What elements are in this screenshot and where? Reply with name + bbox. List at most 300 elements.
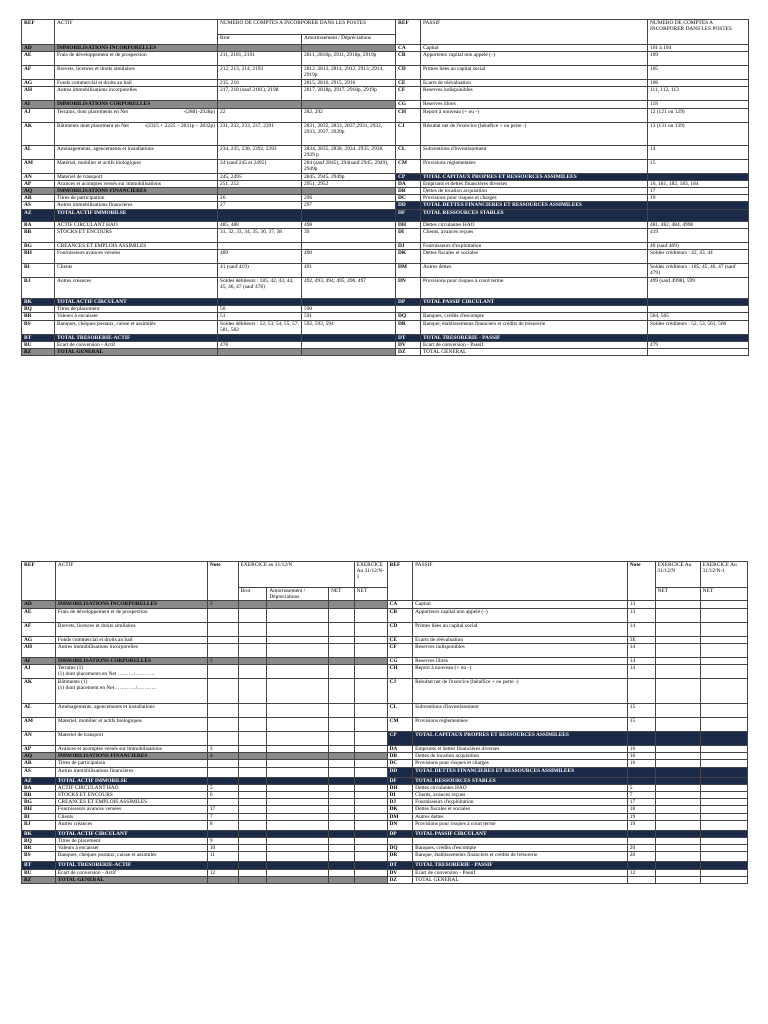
col2-net: NET [329, 588, 355, 601]
row-ref: AP [22, 746, 56, 753]
row-comptes-passif: 40 (sauf 409) [648, 242, 749, 249]
row-label-passif: Ecarts de réévaluation [413, 636, 628, 643]
row-net-passif [655, 845, 700, 852]
row-brut [238, 760, 267, 767]
row-ref: BH [22, 250, 55, 264]
row-brut: 50 [218, 306, 302, 313]
table-row [22, 209, 749, 221]
row-label-passif: Dettes circulantes HAO [421, 221, 648, 228]
row-ref-passif: DH [387, 784, 413, 791]
row-note: 3 [207, 657, 238, 664]
row-ref-passif: DM [396, 264, 421, 278]
row-label: IMMOBILISATIONS CORPORELLES [55, 657, 207, 664]
row-brut [238, 862, 267, 869]
row-ref: AF [22, 622, 56, 636]
row-net-passif [655, 838, 700, 845]
row-ref: BA [22, 221, 55, 228]
row-net-prev-passif [700, 799, 747, 806]
row-net [329, 760, 355, 767]
row-label: STOCKS ET ENCOURS [55, 792, 207, 799]
row-note-passif: 7 [627, 792, 655, 799]
table1-header-row [22, 20, 749, 35]
row-label-passif: Apporteurs capital non appelé (–) [413, 608, 628, 622]
row-ref-passif: DT [387, 862, 413, 869]
row-ref-passif: CE [387, 636, 413, 643]
row-brut [238, 601, 267, 608]
row-amort: 590 [302, 306, 396, 313]
row-amort [267, 753, 329, 760]
row-amort [267, 806, 329, 813]
balance-sheet-table [21, 561, 748, 884]
row-net-prev-passif [700, 636, 747, 643]
table-row [22, 746, 748, 753]
table-row [22, 830, 748, 837]
row-ref-passif [387, 838, 413, 845]
table-row [22, 704, 748, 718]
row-net-prev [354, 852, 387, 862]
row-comptes-passif [648, 202, 749, 209]
row-ref: BQ [22, 306, 55, 313]
table-row [22, 679, 748, 704]
row-ref-passif: DF [387, 777, 413, 784]
row-net-passif [655, 608, 700, 622]
table-row [22, 792, 748, 799]
row-ref-passif: DK [396, 250, 421, 264]
table-row [22, 622, 748, 636]
row-amort [267, 876, 329, 883]
row-note-passif: 20 [627, 845, 655, 852]
row-brut: 41 (sauf 419) [218, 264, 302, 278]
row-label: IMMOBILISATIONS FINANCIERES [55, 753, 207, 760]
row-amort [302, 209, 396, 221]
row-ref-passif: DD [396, 202, 421, 209]
row-brut: 22 [218, 108, 302, 122]
row-ref: BJ [22, 820, 56, 830]
row-ref-passif: CP [396, 173, 421, 180]
row-amort [267, 852, 329, 862]
row-note-passif: 14 [627, 622, 655, 636]
row-net-prev [354, 813, 387, 820]
table2-body [22, 601, 748, 884]
row-label-passif: Dettes de location acquisition [413, 753, 628, 760]
row-label-passif: TOTAL GENERAL [421, 349, 648, 356]
row-brut [238, 679, 267, 704]
row-ref-passif: CE [396, 80, 421, 87]
row-brut [218, 101, 302, 108]
row-label-passif: Capital [421, 45, 648, 52]
row-net-prev-passif [700, 767, 747, 777]
row-net-prev [354, 862, 387, 869]
row-note: 7 [207, 813, 238, 820]
row-net-prev-passif [700, 869, 747, 876]
table-row [22, 767, 748, 777]
row-brut [238, 792, 267, 799]
row-ref-passif: DZ [387, 876, 413, 883]
row-net-prev [354, 876, 387, 883]
row-net [329, 830, 355, 837]
row-note-passif [627, 830, 655, 837]
row-note: 11 [207, 852, 238, 862]
row-comptes-passif: 479 [648, 341, 749, 348]
row-note-passif: 5 [627, 784, 655, 791]
col2-exercice-n: EXERCICE au 31/12/N [238, 562, 354, 588]
row-amort [267, 845, 329, 852]
row-ref: BK [22, 299, 55, 306]
row-ref-passif [396, 306, 421, 313]
row-net-prev-passif [700, 792, 747, 799]
row-note-passif [627, 679, 655, 704]
row-label: Titres de participation [55, 760, 207, 767]
row-label: TOTAL GENERAL [55, 349, 218, 356]
table-row [22, 145, 749, 159]
row-net-passif [655, 718, 700, 732]
row-ref: AI [22, 657, 56, 664]
row-note [207, 876, 238, 883]
row-ref: BS [22, 852, 56, 862]
row-note-passif: 14 [627, 657, 655, 664]
row-net-prev [354, 622, 387, 636]
row-ref: BU [22, 341, 55, 348]
row-note-passif: 14 [627, 643, 655, 657]
row-ref-passif: DQ [387, 845, 413, 852]
row-amort [267, 601, 329, 608]
row-label-passif: Reserves libres [421, 101, 648, 108]
row-label: Frais de développement et de prospection [55, 608, 207, 622]
row-amort [267, 838, 329, 845]
row-label: Autres immobilisations financières [55, 202, 218, 209]
row-label-detail: -(2881-2928p) [183, 108, 215, 115]
row-ref: AE [22, 52, 55, 66]
table-row [22, 320, 749, 334]
col2-net-r1: NET [700, 588, 747, 601]
col2-actif: ACTIF [55, 562, 207, 601]
table-row [22, 173, 749, 180]
row-comptes-passif: 19 [648, 195, 749, 202]
row-comptes-passif: Soldes créditeurs : 42, 43, 44 [648, 250, 749, 264]
row-net-prev [354, 767, 387, 777]
row-comptes-passif [648, 209, 749, 221]
row-ref-passif: CA [396, 45, 421, 52]
table-row [22, 122, 749, 145]
row-label: Materiel de transport [55, 732, 207, 746]
row-label-passif: Primes liées au capital social [413, 622, 628, 636]
table-row [22, 180, 749, 187]
row-label: IMMOBILISATIONS INCORPORELLES [55, 601, 207, 608]
row-net-prev [354, 718, 387, 732]
row-amort: 284 (sauf 2845), 294(sauf 2945, 2949), 2949p [302, 159, 396, 173]
row-amort [267, 830, 329, 837]
row-ref-passif: DH [396, 221, 421, 228]
row-net [329, 862, 355, 869]
row-label: Banques, chèques postaux, caisse et assimilés [55, 320, 218, 334]
row-net [329, 876, 355, 883]
row-brut: Soldes débiteurs : 185, 42, 43, 44, 45, 46, 47 (sauf 478) [218, 278, 302, 299]
row-label: Clients [55, 813, 207, 820]
row-ref: BI [22, 264, 55, 278]
row-net-prev [354, 636, 387, 643]
row-ref: AH [22, 643, 56, 657]
row-amort [267, 718, 329, 732]
row-comptes-passif: 111, 112, 113 [648, 87, 749, 101]
col-comptes-passif: NUMERO DE COMPTES A INCORPORER DANS LES POSTES [648, 20, 749, 45]
row-label-passif [421, 306, 648, 313]
row-net-prev [354, 799, 387, 806]
row-net-prev [354, 869, 387, 876]
col2-net1: NET [354, 588, 387, 601]
row-label [55, 108, 218, 122]
row-amort [267, 732, 329, 746]
row-ref: BB [22, 228, 55, 242]
row-label-detail: -(2315 + 2225 – 2831p – 2832p) [144, 122, 215, 129]
row-note [207, 704, 238, 718]
row-label: ACTIF CIRCULANT HAO [55, 784, 207, 791]
table-row [22, 242, 749, 249]
row-label-passif: TOTAL TRESORERIE - PASSIF [413, 862, 628, 869]
row-note [207, 777, 238, 784]
row-net-prev [354, 820, 387, 830]
row-amort [302, 349, 396, 356]
row-net-prev-passif [700, 746, 747, 753]
row-net-prev-passif [700, 845, 747, 852]
row-brut [238, 830, 267, 837]
row-label: Banques, chèques postaux, caisse et assimilés [55, 852, 207, 862]
row-label: Clients [55, 264, 218, 278]
row-net-prev-passif [700, 657, 747, 664]
row-ref: AG [22, 636, 56, 643]
row-note-passif: 12 [627, 869, 655, 876]
row-ref: AR [22, 195, 55, 202]
row-net-prev-passif [700, 813, 747, 820]
row-net [329, 767, 355, 777]
row-amort [267, 760, 329, 767]
row-ref-passif: DN [387, 820, 413, 830]
row-net [329, 704, 355, 718]
row-ref-passif: DM [387, 813, 413, 820]
table-row [22, 636, 748, 643]
row-label-main: Terrains, dont placements en Net [57, 108, 129, 115]
row-amort [267, 792, 329, 799]
col-amort: Amortissement / Dépréciations [302, 35, 396, 45]
table-row [22, 299, 749, 306]
row-note-passif: 19 [627, 820, 655, 830]
row-ref-passif: DB [396, 188, 421, 195]
row-label-passif: Reserves libres [413, 657, 628, 664]
row-net-passif [655, 746, 700, 753]
col2-exercice-r1: EXERCICE Au 31/12/N-1 [700, 562, 747, 588]
row-brut [238, 767, 267, 777]
row-ref-passif: DR [396, 320, 421, 334]
row-amort [267, 643, 329, 657]
col-brut: Brut [218, 35, 302, 45]
row-ref-passif: DP [387, 830, 413, 837]
row-ref-passif: CG [396, 101, 421, 108]
row-label-passif: Ecarts de réévaluation [421, 80, 648, 87]
row-ref-passif: CG [387, 657, 413, 664]
row-net-prev [354, 838, 387, 845]
row-label: ACTIF CIRCULANT HAO [55, 221, 218, 228]
row-brut: 31, 32, 33, 34, 35, 36, 37, 38 [218, 228, 302, 242]
row-label: Avances et acomptes versés sur immobilisations [55, 180, 218, 187]
row-label: TOTAL TRESORERIE-ACTIF [55, 862, 207, 869]
row-amort [267, 636, 329, 643]
row-net [329, 820, 355, 830]
row-label-passif: Banques, crédits d'escompte [413, 845, 628, 852]
row-net [329, 792, 355, 799]
row-ref-passif: CA [387, 601, 413, 608]
row-label: Autres immobilisations incorporelles [55, 87, 218, 101]
row-net-passif [655, 704, 700, 718]
row-label-passif: Report à nouveau (+ ou -) [421, 108, 648, 122]
row-net-prev-passif [700, 760, 747, 767]
table-row [22, 66, 749, 80]
row-note-passif: 20 [627, 852, 655, 862]
row-net-passif [655, 792, 700, 799]
row-ref-passif: DI [387, 792, 413, 799]
table-row [22, 777, 748, 784]
col2-brut: Brut [238, 588, 267, 601]
balance-sheet-account-mapping-table [21, 19, 749, 356]
row-net-prev-passif [700, 704, 747, 718]
row-brut: 409 [218, 250, 302, 264]
table-row [22, 108, 749, 122]
row-ref: BG [22, 799, 56, 806]
row-net-prev [354, 784, 387, 791]
row-net-prev-passif [700, 852, 747, 862]
row-comptes-passif: 14 [648, 145, 749, 159]
row-label-passif [413, 838, 628, 845]
table-row [22, 852, 748, 862]
row-brut [238, 784, 267, 791]
row-ref-passif: DD [387, 767, 413, 777]
table1-body [22, 45, 749, 356]
row-comptes-passif: 17 [648, 188, 749, 195]
row-amort [302, 45, 396, 52]
row-label-passif: Subventions d'investissement [413, 704, 628, 718]
row-label: Matériel, mobilier et actifs biologiques [55, 718, 207, 732]
row-ref: BA [22, 784, 56, 791]
col2-exercice-n1: EXERCICE Au 31/12/N-1 [354, 562, 387, 588]
table-row [22, 202, 749, 209]
row-amort: 2831, 2832, 2833, 2837,2931, 2932, 2933, 2937, 2939p [302, 122, 396, 145]
row-label-passif: Fournisseurs d'exploitation [421, 242, 648, 249]
row-label: Materiel de transport [55, 173, 218, 180]
row-ref-passif: DI [396, 228, 421, 242]
row-label-passif: Reserves indisponibles [421, 87, 648, 101]
row-ref-passif: CL [396, 145, 421, 159]
row-note-passif: 15 [627, 704, 655, 718]
row-net [329, 753, 355, 760]
row-ref: BR [22, 313, 55, 320]
table-row [22, 601, 748, 608]
row-comptes-passif: 105 [648, 66, 749, 80]
row-amort [302, 341, 396, 348]
row-brut [238, 732, 267, 746]
row-brut [238, 806, 267, 813]
row-label-passif: Résultat net de l'exercice (bénéfice + ou perte -) [421, 122, 648, 145]
row-net-passif [655, 643, 700, 657]
row-net [329, 806, 355, 813]
row-note-passif: 15 [627, 718, 655, 732]
row-label-passif: Dettes de location acquisition [421, 188, 648, 195]
row-net-passif [655, 622, 700, 636]
row-note [207, 718, 238, 732]
row-ref-passif: DP [396, 299, 421, 306]
row-brut: 26 [218, 195, 302, 202]
row-ref-passif: DJ [396, 242, 421, 249]
row-net-passif [655, 862, 700, 869]
row-ref-passif: CD [387, 622, 413, 636]
row-amort [267, 622, 329, 636]
row-net-prev-passif [700, 820, 747, 830]
row-label: CREANCES ET EMPLOIS ASSIMILES [55, 242, 218, 249]
row-net [329, 777, 355, 784]
row-brut [238, 608, 267, 622]
row-brut [238, 876, 267, 883]
table-row [22, 341, 749, 348]
col2-note-passif: Note [627, 562, 655, 601]
row-label: Titres de placement [55, 838, 207, 845]
row-label-passif: Provisions réglementées [413, 718, 628, 732]
row-note [207, 732, 238, 746]
row-ref: AJ [22, 665, 56, 679]
row-label: Avances et acomptes versés sur immobilisations [55, 746, 207, 753]
row-note [207, 767, 238, 777]
row-comptes-passif: 15 [648, 159, 749, 173]
row-label [55, 122, 218, 145]
row-net-passif [655, 813, 700, 820]
table-row [22, 665, 748, 679]
row-net-passif [655, 760, 700, 767]
row-label: Titres de placement [55, 306, 218, 313]
row-ref: AN [22, 173, 55, 180]
table-row [22, 753, 748, 760]
row-brut [238, 753, 267, 760]
row-brut: Soldes débiteurs : 52, 53, 54, 55, 57, 581, 582 [218, 320, 302, 334]
row-amort: 297 [302, 202, 396, 209]
row-net-passif [655, 657, 700, 664]
row-label-passif: TOTAL CAPITAUX PROPRES ET RESSOURCES ASSIMILEES [413, 732, 628, 746]
row-ref: AS [22, 767, 56, 777]
row-note-passif: 19 [627, 813, 655, 820]
row-ref-passif: DN [396, 278, 421, 299]
row-ref: AL [22, 145, 55, 159]
row-comptes-passif: 419 [648, 228, 749, 242]
table-row [22, 806, 748, 813]
row-label-passif: TOTAL RESSOURCES STABLES [413, 777, 628, 784]
row-note: 9 [207, 838, 238, 845]
row-label: TOTAL ACTIF CIRCULANT [55, 830, 207, 837]
table-row [22, 657, 748, 664]
row-ref-passif: DV [396, 341, 421, 348]
row-net-passif [655, 767, 700, 777]
row-amort [302, 188, 396, 195]
row-ref-passif: CP [387, 732, 413, 746]
row-ref: AK [22, 679, 56, 704]
row-ref-passif: DZ [396, 349, 421, 356]
row-brut [238, 820, 267, 830]
row-amort [267, 813, 329, 820]
col-ref: REF [22, 20, 55, 45]
row-label: Autres créances [55, 820, 207, 830]
row-label: Autres immobilisations incorporelles [55, 643, 207, 657]
row-label-passif: Reserves indisponibles [413, 643, 628, 657]
row-label-passif: Fournisseurs d'exploitation [413, 799, 628, 806]
row-net [329, 601, 355, 608]
row-ref-passif: CB [396, 52, 421, 66]
row-ref-passif: DQ [396, 313, 421, 320]
row-ref: AE [22, 608, 56, 622]
row-ref: AG [22, 80, 55, 87]
